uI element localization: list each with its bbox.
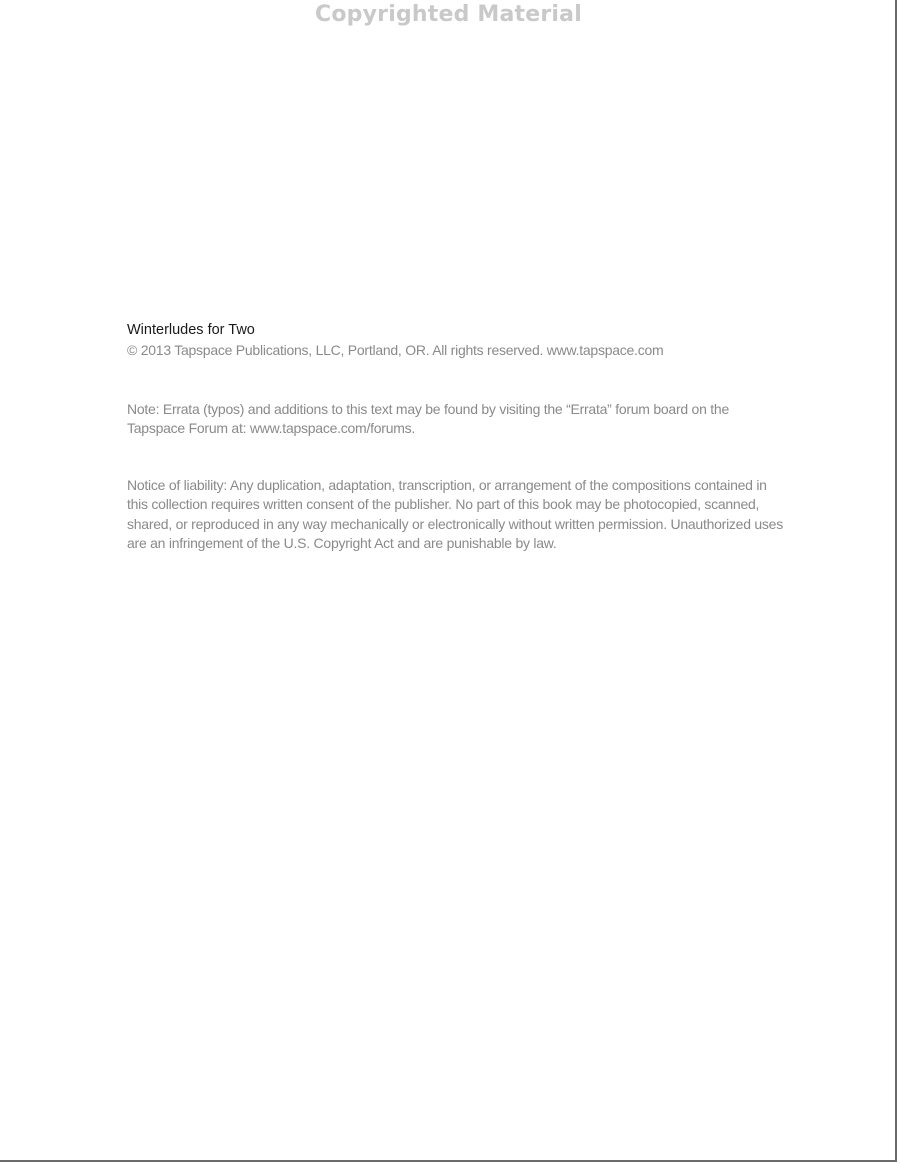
book-title: Winterludes for Two <box>127 322 255 338</box>
copyright-line: © 2013 Tapspace Publications, LLC, Portland, OR. All rights reserved. www.tapspace.com <box>127 342 664 358</box>
copyright-block <box>127 321 787 554</box>
copyright-watermark: Copyrighted Material <box>315 2 582 27</box>
liability-notice: Notice of liability: Any duplication, adaptation, transcription, or arrangement of the compositions contained in this collection requires written consent of the publisher. No part of this book may be photocopied, scanned, shared, or reproduced in any way mechanically or electronically without written permission. Unauthorized uses are an infringement of the U.S. Copyright Act and are punishable by law. <box>127 476 783 551</box>
errata-note: Note: Errata (typos) and additions to this text may be found by visiting the “Errata” forum board on the Tapspace Forum at: www.tapspace.com/forums. <box>127 400 729 436</box>
